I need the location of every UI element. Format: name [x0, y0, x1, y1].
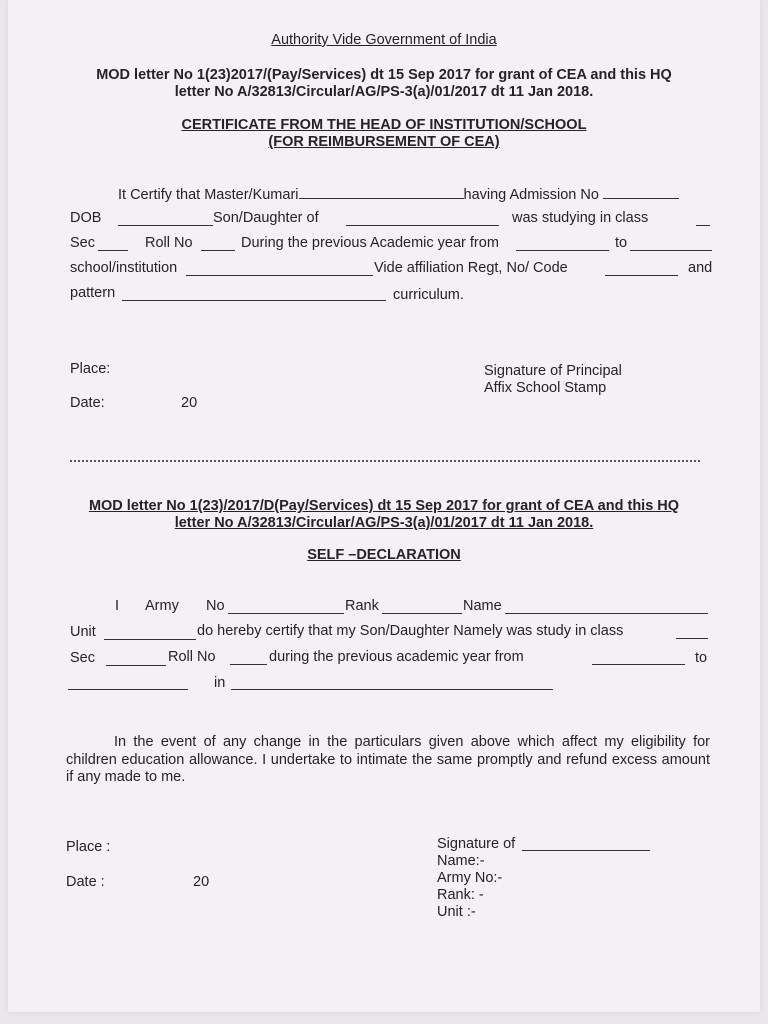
- decl-year-to-blank[interactable]: [68, 675, 188, 690]
- decl-i-label: I: [115, 598, 120, 614]
- decl-class-blank[interactable]: [676, 624, 708, 639]
- decl-date-label: Date :: [66, 874, 105, 890]
- decl-name-field-label: Name:-: [437, 853, 485, 869]
- decl-unit-field-label: Unit :-: [437, 904, 476, 920]
- parent-name-blank[interactable]: [346, 211, 499, 226]
- do-hereby-label: do hereby certify that my Son/Daughter Namely was study in class: [197, 623, 624, 639]
- document-page: [8, 0, 760, 1012]
- decl-unit-label: Unit: [70, 624, 96, 640]
- decl-in-label: in: [214, 675, 226, 691]
- decl-roll-blank[interactable]: [230, 650, 267, 665]
- admission-no-label: having Admission No: [463, 187, 599, 203]
- declaration-paragraph: In the event of any change in the particulars given above which affect my eligibility for children education allowance. I undertake to intimate the same promptly and refund excess amount if any made to me.: [66, 734, 710, 785]
- certificate-heading: CERTIFICATE FROM THE HEAD OF INSTITUTION/SCHOOL: [181, 117, 587, 133]
- school-institution-label: school/institution: [70, 260, 178, 276]
- decl-roll-label: Roll No: [168, 649, 216, 665]
- dob-label: DOB: [70, 210, 102, 226]
- decl-no-label: No: [206, 598, 225, 614]
- roll-no-blank[interactable]: [201, 236, 235, 251]
- signature-principal-label: Signature of Principal: [484, 363, 622, 379]
- self-declaration-heading: SELF –DECLARATION: [307, 547, 461, 563]
- curriculum-label: curriculum.: [393, 287, 464, 303]
- decl-sec-label: Sec: [70, 650, 95, 666]
- army-no-blank[interactable]: [228, 599, 344, 614]
- mod-letter-1-line1: MOD letter No 1(23)2017/(Pay/Services) dt 15 Sep 2017 for grant of CEA and this HQ: [96, 67, 672, 83]
- decl-date-year: 20: [193, 874, 210, 890]
- decl-rank-field-label: Rank: -: [437, 887, 484, 903]
- affix-stamp-label: Affix School Stamp: [484, 380, 607, 396]
- year-to-blank[interactable]: [630, 236, 712, 251]
- name-blank[interactable]: [505, 599, 708, 614]
- mod-letter-2-line2: letter No A/32813/Circular/AG/PS-3(a)/01/2017 dt 11 Jan 2018.: [174, 515, 594, 531]
- signature-blank[interactable]: [522, 836, 650, 851]
- unit-blank[interactable]: [104, 625, 196, 640]
- pattern-blank[interactable]: [122, 286, 386, 301]
- and-label: and: [688, 260, 713, 276]
- rank-blank[interactable]: [382, 599, 462, 614]
- sec-blank[interactable]: [98, 236, 128, 251]
- son-daughter-of-label: Son/Daughter of: [213, 210, 319, 226]
- affiliation-code-blank[interactable]: [605, 261, 678, 276]
- to-label: to: [615, 235, 628, 251]
- decl-during-label: during the previous academic year from: [269, 649, 524, 665]
- mod-letter-2-line1: MOD letter No 1(23)/2017/D(Pay/Services) dt 15 Sep 2017 for grant of CEA and this HQ: [88, 498, 680, 514]
- pattern-label: pattern: [70, 285, 116, 301]
- school-name-blank[interactable]: [186, 261, 373, 276]
- mod-letter-1-line2: letter No A/32813/Circular/AG/PS-3(a)/01/2017 dt 11 Jan 2018.: [174, 84, 594, 100]
- certificate-subheading: (FOR REIMBURSEMENT OF CEA): [268, 134, 500, 150]
- cert-date-year: 20: [181, 395, 198, 411]
- dob-blank[interactable]: [118, 211, 213, 226]
- decl-rank-label: Rank: [345, 598, 379, 614]
- vide-affiliation-label: Vide affiliation Regt, No/ Code: [374, 260, 568, 276]
- class-blank[interactable]: [696, 211, 710, 226]
- cert-place-label: Place:: [70, 361, 111, 377]
- decl-name-label: Name: [463, 598, 502, 614]
- roll-no-label: Roll No: [145, 235, 193, 251]
- decl-army-no-label: Army No:-: [437, 870, 503, 886]
- cert-date-label: Date:: [70, 395, 105, 411]
- year-from-blank[interactable]: [516, 236, 609, 251]
- decl-signature-label: Signature of: [437, 836, 516, 852]
- was-studying-label: was studying in class: [512, 210, 649, 226]
- decl-army-label: Army: [145, 598, 179, 614]
- master-kumari-blank[interactable]: [299, 184, 464, 199]
- authority-heading: Authority Vide Government of India: [271, 32, 497, 48]
- decl-to-label: to: [695, 650, 708, 666]
- admission-no-blank[interactable]: [603, 184, 679, 199]
- during-previous-label: During the previous Academic year from: [241, 235, 499, 251]
- decl-year-from-blank[interactable]: [592, 650, 685, 665]
- sec-label: Sec: [70, 235, 95, 251]
- decl-place-label: Place :: [66, 839, 111, 855]
- decl-school-blank[interactable]: [231, 675, 553, 690]
- it-certify-label: It Certify that Master/Kumari: [118, 187, 299, 203]
- cert-row-1: [118, 184, 679, 204]
- decl-sec-blank[interactable]: [106, 651, 166, 666]
- dotted-divider: [70, 458, 700, 462]
